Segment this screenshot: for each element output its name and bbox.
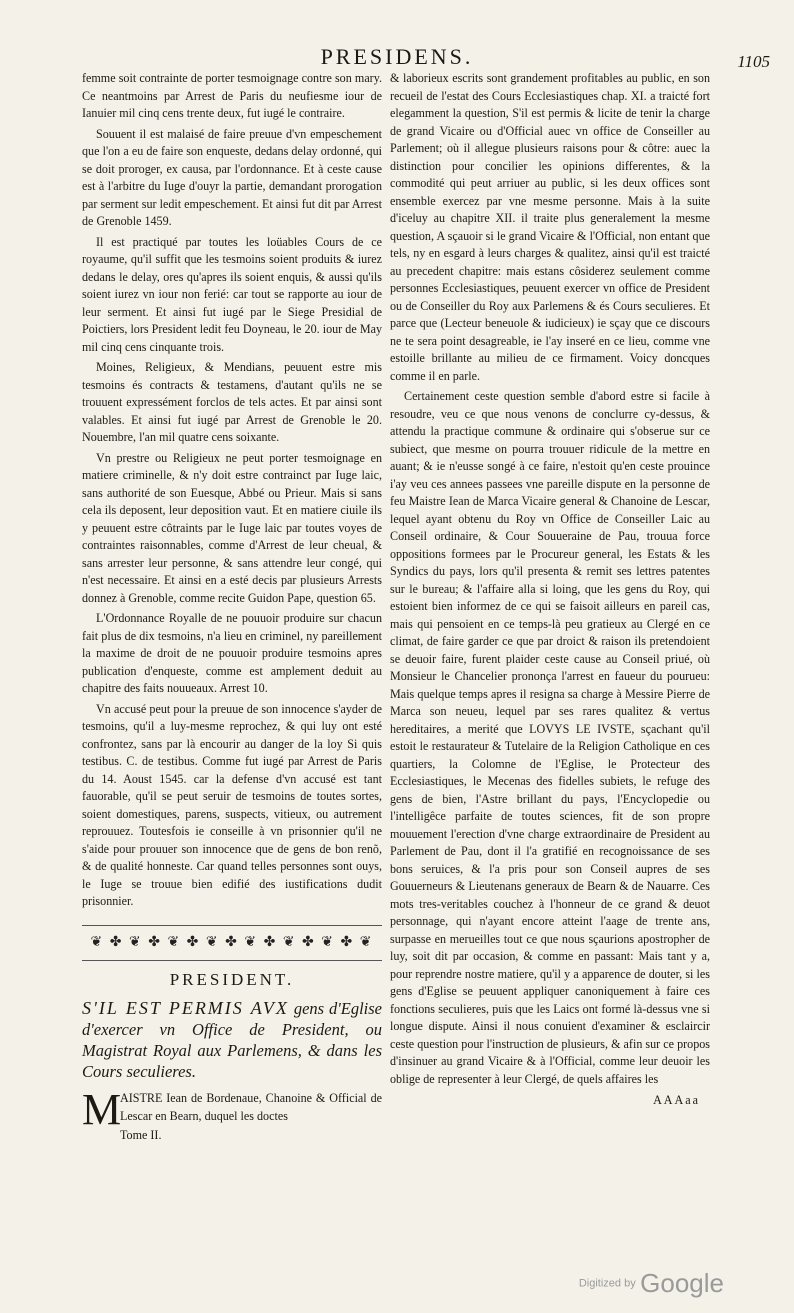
ornament-icon: ❦ ✤ ❦ ✤ ❦ ✤ ❦ ✤ ❦ ✤ ❦ ✤ ❦ ✤ ❦ (90, 934, 374, 950)
right-column (390, 70, 710, 1110)
drop-cap: M (82, 1085, 122, 1134)
left-column (82, 70, 382, 1145)
paragraph: Vn prestre ou Religieux ne peut porter tesmoignage en matiere criminelle, & n'y doit estre contrainct par Iuge laic, sans authorité de son Euesque, Abbé ou Prieur. Mais si sans cela ils deposent, leur deposition vaut. Et en matiere ciuile ils y peuuent estre côtraints par le Iuge laic par toutes voyes de contraintes raisonnables, comme d'Arrest de leur cheual, & sans arrester leur personne, & sans attendre leur congé, qui n'est necessaire. Et ainsi en a esté decis par plusieurs Arrests donnez à Grenoble, comme recite Guidon Pape, question 65. (82, 450, 382, 605)
watermark (579, 1268, 724, 1299)
signature-mark: AAAaa (653, 1093, 700, 1107)
opening-text: AISTRE Iean de Bordenaue, Chanoine & Official de Lescar en Bearn, duquel les doctes (120, 1091, 382, 1123)
question-lead: S'IL EST PERMIS AVX (82, 998, 289, 1018)
paragraph: femme soit contrainte de porter tesmoignage contre son mary. Ce neantmoins par Arrest de Paris du neufiesme iour de Ianuier mil cinq cens trente deux, fut iugé le contraire. (82, 71, 382, 120)
section-title: PRESIDENT. (169, 969, 295, 989)
paragraph: Vn accusé peut pour la preuue de son innocence s'ayder de tesmoins, qu'il a luy-mesme reprochez, & qui luy ont esté confrontez, sans par là encourir au danger de la loy Si quis testibus. C. de testibus. Comme fut iugé par Arrest de Paris du 14. Aoust 1545. car la defense d'vn accusé est tant fauorable, qu'il se peut seruir de tesmoins de toutes sortes, soient domestiques, parens, suspects, vitieux, ou autrement reprouuez. Toutesfois ie conseille à vn prisonnier qu'il ne s'aide pour prouuer son innocence que de gens de bon renõ, & de qualité honneste. Car quand telles personnes sont ouys, le Iuge se trouue bien edifié des iustifications dudit prisonnier. (82, 701, 382, 908)
paragraph: Certainement ceste question semble d'abord estre si facile à resoudre, veu ce que nous venons de conclurre cy-dessus, & attendu la practique commune & ordinaire qui s'obserue sur ce subiect, que mesme on pourra trouuer ridicule de la mettre en auant; & ie n'eusse songé à ce faire, n'estoit qu'en ceste prouince i'ay veu ces annees passees vne pareille dispute en la personne de feu Maistre Iean de Marca Vicaire general & Chanoine de Lescar, lequel ayant obtenu du Roy vn Office de Conseiller Laic au Conseil ordinaire, & Cour Souueraine de Pau, trouua force oppositions formees par le Procureur general, les Estats & les Syndics du pays, lors qu'il presenta & remit ses lettres patentes sur le bureau; & l'affaire alla si loing, que les gens du Roy, qui estoient bien informez de ce qui se faisoit ailleurs en pareil cas, mais qui pensoient en ce temps-là peu gratieux au Clergé en ce climat, de faire garder ce que par droict & raison ils pretendoient se deuoir faire, furent plaider ceste cause au Conseil priué, où Monsieur le Chancelier prononça l'arrest en faueur du pourueu: Mais quelque temps apres il resigna sa charge à Messire Pierre de Marca son neueu, lequel par ses rares qualitez & vertus hereditaires, a merité que LOVYS LE IVSTE, sçachant qu'il estoit le restaurateur & Tutelaire de la Religion Catholique en ces quartiers, la Colomne de l'Eglise, le Protecteur des Ecclesiastiques, le Mecenas des fidelles subiets, le refuge des gens de bien, l'Astre brillant du pays, l'Encyclopedie ou l'intelligêce parfaite de toutes sciences, fit de son propre mouuement l'erection d'vne charge extraordinaire de President au Parlement de Pau, dont il l'a gratifié en recognoissance de ses bons seruices, & l'a pris pour son Conseil aupres de ses Gouuerneurs & Lieutenans generaux de Bearn & de Nauarre. Ces mots tres-veritables couchez à l'honneur de ce grand & deuot personnage, qui n'ayant encore atteint l'aage de trente ans, surpasse en merueilles tout ce que nous sçaurions apostropher de luy, soit dit par occasion, & comme en passant: Mais tant y a, pour reprendre nostre matiere, qu'il y a apparence de douter, si les gens d'Eglise se peuuent appliquer canoniquement à faire ces fonctions seculieres, puis que les Laics ont formé là-dessus vne si longue dispute. Ainsi il nous conuient d'examiner & esclaircir ceste question pour l'instruction de plusieurs, & afin sur ce propos d'insinuer au grand Vicaire & à l'Official, comme leur deuoir les oblige de representer à leur Clergé, de quels affaires les (390, 389, 710, 1086)
question-heading (82, 998, 382, 1082)
running-title: PRESIDENS. (320, 44, 474, 69)
tome-label: Tome II. (120, 1128, 162, 1142)
page-number: 1105 (737, 52, 770, 71)
question-text: gens d'Eglise d'exercer vn Office de President, ou Magistrat Royal aux Parlemens, & dans les Cours seculieres. (82, 999, 383, 1081)
paragraph: Moines, Religieux, & Mendians, peuuent estre mis tesmoins és contracts & testamens, d'autant qu'ils ne se trouuent expressément forclos de tels actes. Et par ainsi sont valables. Et ainsi fut iugé par Arrest de Grenoble le 20. Nouembre, l'an mil quatre cens soixante. (82, 360, 382, 444)
ornament-band (82, 925, 382, 961)
watermark-prefix: Digitized by (578, 1277, 636, 1290)
google-logo: Google (640, 1268, 724, 1298)
paragraph: & laborieux escrits sont grandement profitables au public, en son recueil de l'estat des Cours Ecclesiastiques chap. XI. a traicté fort elegamment la question, S'il est permis & licite de tenir la charge de grand Vicaire ou d'Official auec vn office de Conseiller au Parlement; où il allegue plusieurs raisons pour & côtre: auec la distinction pour concilier les opinions differentes, & la commodité qui peut arriuer au public, si les deux offices sont ensemble exercez par vne mesme personne. Mais à la suite d'iceluy au chapitre XII. il traite plus generalement la mesme question, A sçauoir si le grand Vicaire & l'Official, non entant que tels, ny en esgard à leurs charges & qualitez, ainsi qu'il est traicté au precedent chapitre: mais estans côsiderez seulement comme personnes Ecclesiastiques, peuuent exercer vn office de President ou de Conseiller du Roy aux Parlemens & és Cours seculieres. Et parce que (Lecteur beneuole & iudicieux) ie sçay que ce discours ne te sera point desagreable, ie l'ay inseré en ce lieu, comme vne estoille brillante au milieu de ce firmament. Voicy doncques comme il en parle. (390, 71, 710, 383)
paragraph: Souuent il est malaisé de faire preuue d'vn empeschement que l'on a eu de faire son enqueste, dedans delay ordonné, qui se doit proroger, ex causa, par l'ordonnance. Et à ceste cause est à l'arbitre du Iuge d'ouyr la partie, demandant prorogation par serment sur ledit empeschement. Et ainsi fut dit par Arrest de Grenoble 1459. (82, 126, 382, 228)
opening-paragraph (82, 1085, 382, 1134)
paragraph: L'Ordonnance Royalle de ne pouuoir produire sur chacun fait plus de dix tesmoins, n'a lieu en criminel, ny pareillement la maxime de droit de ne pouuoir produire tesmoins apres publication d'enqueste, comme est amplement deduit au chapitre des faits nouueaux. Arrest 10. (82, 611, 382, 695)
paragraph: Il est practiqué par toutes les loüables Cours de ce royaume, qu'il suffit que les tesmoins soient produits & iurez dedans le delay, ores qu'apres ils soient enquis, & aussi qu'ils soient iurez vn iour non ferié: car tout se rapporte au iour de leur serment. Et ainsi fut iugé par le Siege Presidial de Poictiers, lors President ledit feu Doyneau, le 20. iour de May mil cinq cens cinquante trois. (82, 234, 382, 354)
